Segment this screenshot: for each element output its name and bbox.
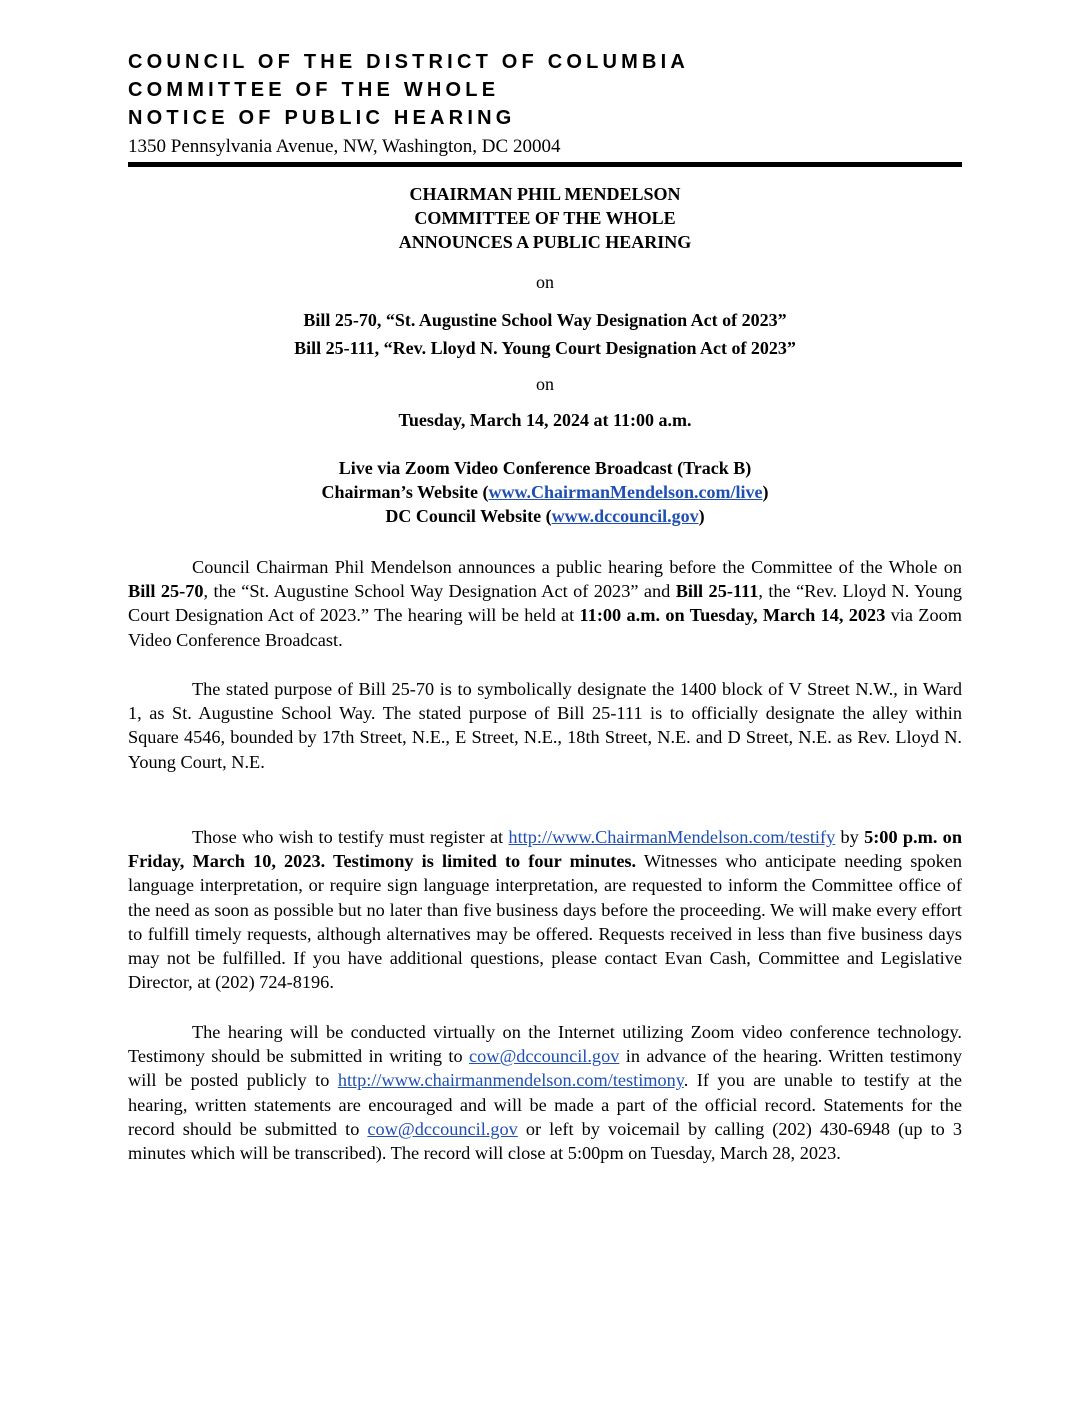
announce-chairman: CHAIRMAN PHIL MENDELSON [409, 184, 681, 204]
header-rule [128, 162, 962, 167]
bill-25-111-title: Bill 25-111, “Rev. Lloyd N. Young Court Designation Act of 2023” [294, 338, 796, 358]
cow-email-link-1[interactable]: cow@dccouncil.gov [469, 1046, 620, 1067]
letterhead-address: 1350 Pennsylvania Avenue, NW, Washington, DC 20004 [128, 136, 561, 157]
p1-hearing-time: 11:00 a.m. on Tuesday, March 14, 2023 [579, 605, 886, 626]
testify-link[interactable]: http://www.ChairmanMendelson.com/testify [508, 827, 836, 847]
paragraph-announcement [128, 555, 962, 652]
letterhead-committee: COMMITTEE OF THE WHOLE [128, 79, 500, 101]
paragraph-virtual [128, 1020, 962, 1165]
testimony-link[interactable]: http://www.chairmanmendelson.com/testimony [337, 1070, 684, 1091]
p1-text-e: , the “Rev. Lloyd N. Young Court Designation Act of 2023.” The hearing will be held at [128, 581, 963, 626]
p2-text: The stated purpose of Bill 25-70 is to symbolically designate the 1400 block of V Street N.W., in Ward 1, as St. Augustine School Way. The stated purpose of Bill 25-111 is to officially designate the alley within Square 4546, bounded by 17th Street, N.E., E Street, N.E., 18th Street, N.E. and D Street, N.E. as Rev. Lloyd N. Young Court, N.E. [128, 679, 962, 772]
council-website-prefix: DC Council Website ( [385, 506, 552, 526]
p1-text-a: Council Chairman Phil Mendelson announces a public hearing before the Committee of the Whole on [192, 557, 962, 577]
chairman-website-suffix: ) [762, 482, 769, 502]
hearing-venue: Live via Zoom Video Conference Broadcast (Track B) [338, 458, 752, 478]
p4-text-a: The hearing will be conducted virtually on the Internet utilizing Zoom video conference technology. Testimony should be submitted in writing to [128, 1022, 962, 1067]
council-website-line [128, 506, 962, 527]
announce-hearing: ANNOUNCES A PUBLIC HEARING [398, 232, 692, 252]
paragraph-testify [128, 825, 962, 994]
p1-text-c: , the “St. Augustine School Way Designation Act of 2023” and [203, 581, 676, 602]
letterhead-notice: NOTICE OF PUBLIC HEARING [128, 107, 516, 129]
paragraph-purpose [128, 677, 962, 774]
p3-deadline: 5:00 p.m. on Friday, March 10, 2023. Testimony is limited to four minutes. [128, 827, 962, 872]
p3-text-d: Witnesses who anticipate needing spoken language interpretation, or require sign language interpretation, are requested to inform the Committee office of the need as soon as possible but no later than five business days before the proceeding. We will make every effort to fulfill timely requests, although alternatives may be offered. Requests received in less than five business days may not be fulfilled. If you have additional questions, please contact Evan Cash, Committee and Legislative Director, at (202) 724-8196. [128, 851, 962, 993]
announce-committee: COMMITTEE OF THE WHOLE [414, 208, 676, 228]
p4-text-b: in advance of the hearing. Written testimony will be posted publicly to [128, 1046, 962, 1091]
p1-bill-25-70: Bill 25-70 [128, 581, 204, 602]
on-text-2: on [536, 374, 554, 394]
p3-text-b: by [835, 827, 865, 847]
cow-email-link-2[interactable]: cow@dccouncil.gov [367, 1118, 518, 1139]
chairman-website-prefix: Chairman’s Website ( [321, 482, 489, 502]
on-text-1: on [536, 272, 554, 292]
letterhead [128, 48, 689, 160]
p1-bill-25-111: Bill 25-111 [675, 581, 759, 602]
p1-text-g: via Zoom Video Conference Broadcast. [128, 605, 962, 650]
p4-text-d: or left by voicemail by calling (202) 430-6948 (up to 3 minutes which will be transcribed). The record will close at 5:00pm on Tuesday, March 28, 2023. [128, 1118, 963, 1164]
chairman-website-line [128, 482, 962, 503]
letterhead-council: COUNCIL OF THE DISTRICT OF COLUMBIA [128, 51, 690, 73]
hearing-date: Tuesday, March 14, 2024 at 11:00 a.m. [398, 410, 692, 430]
p4-text-c: . If you are unable to testify at the hearing, written statements are encouraged and will be made a part of the official record. Statements for the record should be submitted to [128, 1070, 962, 1139]
p3-text-a: Those who wish to testify must register at [192, 827, 509, 847]
bill-25-70-title: Bill 25-70, “St. Augustine School Way Designation Act of 2023” [303, 310, 787, 330]
chairman-live-link[interactable]: www.ChairmanMendelson.com/live [488, 482, 763, 502]
dccouncil-link[interactable]: www.dccouncil.gov [551, 506, 699, 526]
council-website-suffix: ) [698, 506, 705, 526]
